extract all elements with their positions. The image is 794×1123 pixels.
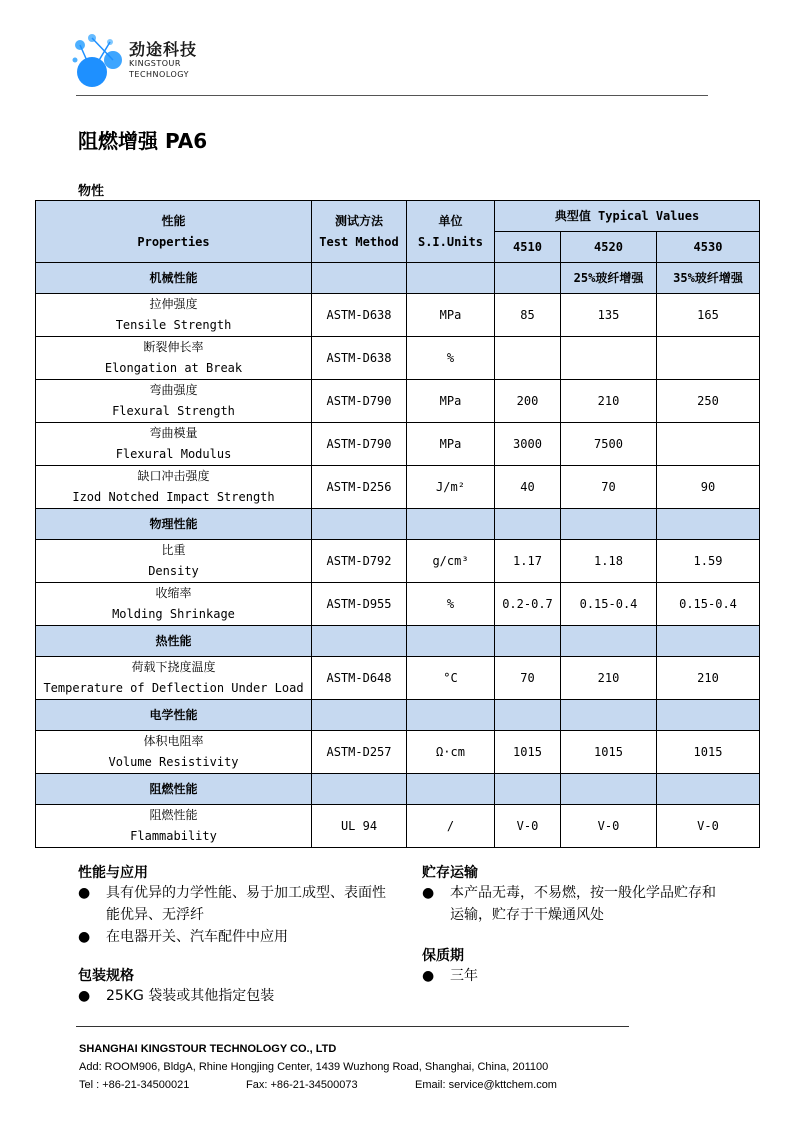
value-4530: 210 bbox=[657, 657, 760, 700]
list-item-text: 在电器开关、汽车配件中应用 bbox=[106, 929, 288, 945]
footer-address: Add: ROOM906, BldgA, Rhine Hongjing Center, 1439 Wuzhong Road, Shanghai, China, 201100 bbox=[79, 1061, 549, 1073]
section-label: 物性 bbox=[78, 184, 105, 199]
value-4520: 0.15-0.4 bbox=[561, 583, 657, 626]
cell-line-cn: 弯曲模量 bbox=[149, 426, 198, 440]
list-item bbox=[78, 882, 398, 926]
logo-text-en2: TECHNOLOGY bbox=[129, 70, 189, 79]
list-item bbox=[422, 882, 722, 926]
shelf-life-title: 保质期 bbox=[422, 948, 464, 964]
features-block bbox=[78, 862, 398, 948]
property-name bbox=[36, 805, 312, 848]
value-4510 bbox=[495, 337, 561, 380]
category-label: 阻燃性能 bbox=[36, 774, 312, 805]
cell-line-en: Flexural Modulus bbox=[115, 447, 232, 461]
category-empty bbox=[407, 700, 495, 731]
header-properties bbox=[36, 201, 312, 263]
cell-line-en: S.I.Units bbox=[417, 234, 484, 249]
table-row bbox=[36, 583, 760, 626]
header-test-method bbox=[312, 201, 407, 263]
cell-line-en: Properties bbox=[137, 234, 210, 249]
list-item-text: 本产品无毒，不易燃，按一般化学品贮存和运输，贮存于干燥通风处 bbox=[450, 885, 716, 923]
category-label: 电学性能 bbox=[36, 700, 312, 731]
unit: / bbox=[407, 805, 495, 848]
value-4530: 0.15-0.4 bbox=[657, 583, 760, 626]
category-note bbox=[495, 774, 561, 805]
table-row bbox=[36, 294, 760, 337]
category-empty bbox=[407, 774, 495, 805]
property-name bbox=[36, 731, 312, 774]
category-note bbox=[657, 509, 760, 540]
value-4510: 0.2-0.7 bbox=[495, 583, 561, 626]
unit: Ω·cm bbox=[407, 731, 495, 774]
value-4530: 1015 bbox=[657, 731, 760, 774]
value-4520 bbox=[561, 337, 657, 380]
header-grade-4520: 4520 bbox=[561, 232, 657, 263]
header-typical-values: 典型值 Typical Values bbox=[495, 201, 760, 232]
test-method: ASTM-D638 bbox=[312, 337, 407, 380]
storage-block bbox=[422, 862, 722, 926]
property-name bbox=[36, 380, 312, 423]
storage-title: 贮存运输 bbox=[422, 865, 478, 881]
test-method: UL 94 bbox=[312, 805, 407, 848]
footer-tel: Tel : +86-21-34500021 bbox=[79, 1079, 190, 1091]
cell-line-cn: 比重 bbox=[161, 543, 186, 557]
category-note bbox=[495, 626, 561, 657]
value-4530: 90 bbox=[657, 466, 760, 509]
category-row bbox=[36, 509, 760, 540]
list-item-text: 25KG 袋装或其他指定包装 bbox=[106, 988, 275, 1004]
value-4530 bbox=[657, 423, 760, 466]
cell-line-cn: 断裂伸长率 bbox=[143, 340, 204, 354]
category-row bbox=[36, 774, 760, 805]
value-4510: 40 bbox=[495, 466, 561, 509]
category-note bbox=[495, 509, 561, 540]
category-note bbox=[495, 700, 561, 731]
cell-line-cn: 荷载下挠度温度 bbox=[131, 660, 216, 674]
unit: MPa bbox=[407, 294, 495, 337]
cell-line-en: Volume Resistivity bbox=[108, 755, 239, 769]
logo-text-cn: 劲途科技 bbox=[129, 40, 198, 59]
bullet-icon: ● bbox=[78, 988, 91, 1004]
value-4510: 200 bbox=[495, 380, 561, 423]
footer-email: Email: service@kttchem.com bbox=[415, 1079, 557, 1091]
value-4530: 165 bbox=[657, 294, 760, 337]
table-row bbox=[36, 380, 760, 423]
category-note: 35%玻纤增强 bbox=[657, 263, 760, 294]
test-method: ASTM-D790 bbox=[312, 380, 407, 423]
cell-line-cn: 收缩率 bbox=[155, 586, 192, 600]
test-method: ASTM-D638 bbox=[312, 294, 407, 337]
document-title: 阻燃增强 PA6 bbox=[78, 129, 208, 153]
packing-title: 包装规格 bbox=[78, 968, 134, 984]
bullet-icon: ● bbox=[78, 885, 91, 901]
cell-line-en: Test Method bbox=[319, 234, 399, 249]
cell-line-cn: 测试方法 bbox=[334, 213, 383, 228]
unit: % bbox=[407, 337, 495, 380]
property-name bbox=[36, 337, 312, 380]
value-4510: 70 bbox=[495, 657, 561, 700]
property-name bbox=[36, 540, 312, 583]
cell-line-en: Izod Notched Impact Strength bbox=[72, 490, 275, 504]
cell-line-cn: 体积电阻率 bbox=[143, 734, 204, 748]
test-method: ASTM-D790 bbox=[312, 423, 407, 466]
value-4520: V-0 bbox=[561, 805, 657, 848]
property-name bbox=[36, 294, 312, 337]
list-item bbox=[78, 985, 398, 1007]
header-units bbox=[407, 201, 495, 263]
value-4520: 135 bbox=[561, 294, 657, 337]
cell-line-cn: 性能 bbox=[161, 213, 186, 228]
property-name bbox=[36, 466, 312, 509]
footer-divider bbox=[76, 1026, 629, 1027]
category-note bbox=[561, 509, 657, 540]
table-row bbox=[36, 540, 760, 583]
category-empty bbox=[312, 263, 407, 294]
table-row bbox=[36, 657, 760, 700]
footer-fax: Fax: +86-21-34500073 bbox=[246, 1079, 358, 1091]
value-4510: 1.17 bbox=[495, 540, 561, 583]
table-row bbox=[36, 731, 760, 774]
table-row bbox=[36, 337, 760, 380]
cell-line-en: Tensile Strength bbox=[115, 318, 232, 332]
cell-line-en: Temperature of Deflection Under Load bbox=[43, 681, 304, 695]
cell-line-en: Density bbox=[148, 564, 199, 578]
bullet-icon: ● bbox=[78, 929, 91, 945]
value-4520: 7500 bbox=[561, 423, 657, 466]
value-4530: 1.59 bbox=[657, 540, 760, 583]
cell-line-cn: 弯曲强度 bbox=[149, 383, 198, 397]
packing-block bbox=[78, 965, 398, 1007]
shelf-life-block bbox=[422, 945, 722, 987]
list-item-text: 三年 bbox=[450, 968, 478, 984]
value-4510: 85 bbox=[495, 294, 561, 337]
property-name bbox=[36, 583, 312, 626]
list-item bbox=[78, 926, 398, 948]
bullet-icon: ● bbox=[422, 885, 435, 901]
cell-line-en: Flammability bbox=[130, 829, 217, 843]
category-label: 机械性能 bbox=[36, 263, 312, 294]
category-empty bbox=[312, 774, 407, 805]
value-4520: 210 bbox=[561, 380, 657, 423]
test-method: ASTM-D648 bbox=[312, 657, 407, 700]
test-method: ASTM-D256 bbox=[312, 466, 407, 509]
table-row bbox=[36, 466, 760, 509]
value-4530: 250 bbox=[657, 380, 760, 423]
features-title: 性能与应用 bbox=[78, 865, 148, 881]
bullet-icon: ● bbox=[422, 968, 435, 984]
category-row bbox=[36, 263, 760, 294]
list-item-text: 具有优异的力学性能、易于加工成型、表面性能优异、无浮纤 bbox=[106, 885, 386, 923]
properties-table bbox=[35, 200, 760, 848]
category-empty bbox=[407, 626, 495, 657]
category-note bbox=[657, 626, 760, 657]
cell-line-cn: 阻燃性能 bbox=[149, 808, 198, 822]
value-4520: 1.18 bbox=[561, 540, 657, 583]
value-4530: V-0 bbox=[657, 805, 760, 848]
cell-line-en: Flexural Strength bbox=[112, 404, 235, 418]
value-4520: 210 bbox=[561, 657, 657, 700]
value-4520: 1015 bbox=[561, 731, 657, 774]
value-4510: 1015 bbox=[495, 731, 561, 774]
category-label: 物理性能 bbox=[36, 509, 312, 540]
property-name bbox=[36, 423, 312, 466]
list-item bbox=[422, 965, 722, 987]
value-4520: 70 bbox=[561, 466, 657, 509]
footer-company: SHANGHAI KINGSTOUR TECHNOLOGY CO., LTD bbox=[79, 1043, 337, 1055]
category-note bbox=[561, 626, 657, 657]
cell-line-en: Molding Shrinkage bbox=[112, 607, 235, 621]
cell-line-cn: 单位 bbox=[438, 213, 463, 228]
unit: MPa bbox=[407, 423, 495, 466]
value-4530 bbox=[657, 337, 760, 380]
header-grade-4510: 4510 bbox=[495, 232, 561, 263]
category-label: 热性能 bbox=[36, 626, 312, 657]
cell-line-en: Elongation at Break bbox=[104, 361, 243, 375]
category-empty bbox=[312, 626, 407, 657]
table-row bbox=[36, 805, 760, 848]
category-empty bbox=[407, 509, 495, 540]
value-4510: 3000 bbox=[495, 423, 561, 466]
category-row bbox=[36, 626, 760, 657]
category-note bbox=[495, 263, 561, 294]
cell-line-cn: 拉伸强度 bbox=[149, 297, 198, 311]
unit: J/m² bbox=[407, 466, 495, 509]
category-note bbox=[561, 700, 657, 731]
cell-line-cn: 缺口冲击强度 bbox=[137, 469, 210, 483]
property-name bbox=[36, 657, 312, 700]
test-method: ASTM-D257 bbox=[312, 731, 407, 774]
table-row bbox=[36, 423, 760, 466]
category-note bbox=[657, 700, 760, 731]
header-divider bbox=[76, 95, 708, 96]
category-empty bbox=[312, 509, 407, 540]
unit: MPa bbox=[407, 380, 495, 423]
test-method: ASTM-D792 bbox=[312, 540, 407, 583]
header-grade-4530: 4530 bbox=[657, 232, 760, 263]
logo-text-en: KINGSTOUR bbox=[129, 59, 181, 68]
category-empty bbox=[407, 263, 495, 294]
unit: g/cm³ bbox=[407, 540, 495, 583]
category-row bbox=[36, 700, 760, 731]
unit: °C bbox=[407, 657, 495, 700]
category-note bbox=[657, 774, 760, 805]
category-note bbox=[561, 774, 657, 805]
test-method: ASTM-D955 bbox=[312, 583, 407, 626]
category-note: 25%玻纤增强 bbox=[561, 263, 657, 294]
category-empty bbox=[312, 700, 407, 731]
unit: % bbox=[407, 583, 495, 626]
value-4510: V-0 bbox=[495, 805, 561, 848]
